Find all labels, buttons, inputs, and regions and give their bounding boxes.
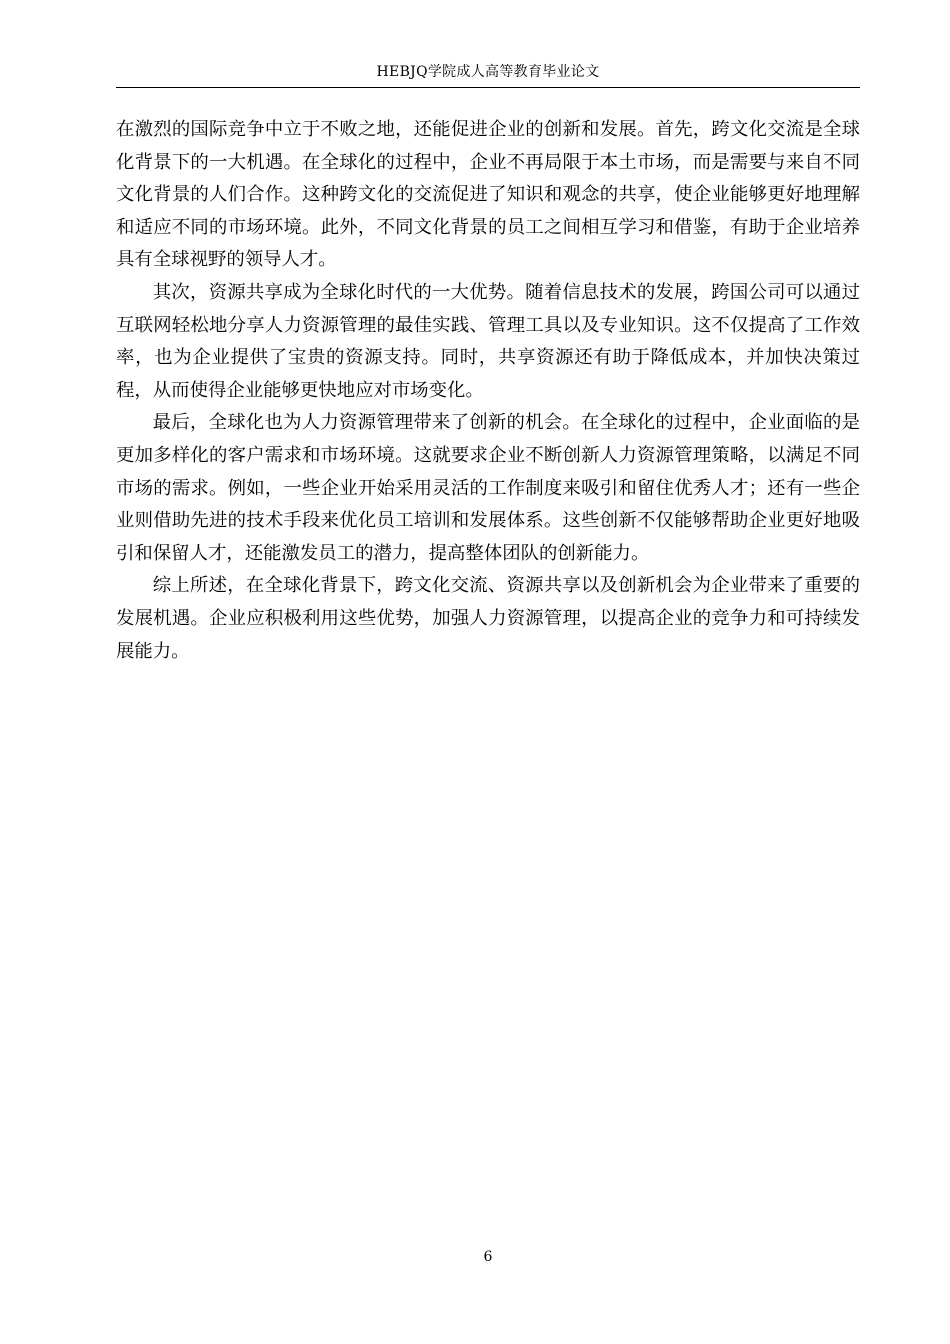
page-number: 6 [483,1249,493,1265]
paragraph-summary: 综上所述，在全球化背景下，跨文化交流、资源共享以及创新机会为企业带来了重要的发展机遇。企业应积极利用这些优势，加强人力资源管理，以提高企业的竞争力和可持续发展能力。 [116,575,860,662]
paragraph-resource-sharing: 其次，资源共享成为全球化时代的一大优势。随着信息技术的发展，跨国公司可以通过互联网轻松地分享人力资源管理的最佳实践、管理工具以及专业知识。这不仅提高了工作效率，也为企业提供了宝贵的资源支持。同时，共享资源还有助于降低成本，并加快决策过程，从而使得企业能够更快地应对市场变化。 [116,281,860,401]
running-header: HEBJQ学院成人高等教育毕业论文 [376,64,600,80]
body-text [116,114,860,668]
paragraph-continued: 在激烈的国际竞争中立于不败之地，还能促进企业的创新和发展。首先，跨文化交流是全球化背景下的一大机遇。在全球化的过程中，企业不再局限于本土市场，而是需要与来自不同文化背景的人们合作。这种跨文化的交流促进了知识和观念的共享，使企业能够更好地理解和适应不同的市场环境。此外，不同文化背景的员工之间相互学习和借鉴，有助于企业培养具有全球视野的领导人才。 [116,119,860,271]
header-rule [116,87,860,88]
paragraph-innovation: 最后，全球化也为人力资源管理带来了创新的机会。在全球化的过程中，企业面临的是更加多样化的客户需求和市场环境。这就要求企业不断创新人力资源管理策略，以满足不同市场的需求。例如，一些企业开始采用灵活的工作制度来吸引和留住优秀人才；还有一些企业则借助先进的技术手段来优化员工培训和发展体系。这些创新不仅能够帮助企业更好地吸引和保留人才，还能激发员工的潜力，提高整体团队的创新能力。 [116,412,860,564]
